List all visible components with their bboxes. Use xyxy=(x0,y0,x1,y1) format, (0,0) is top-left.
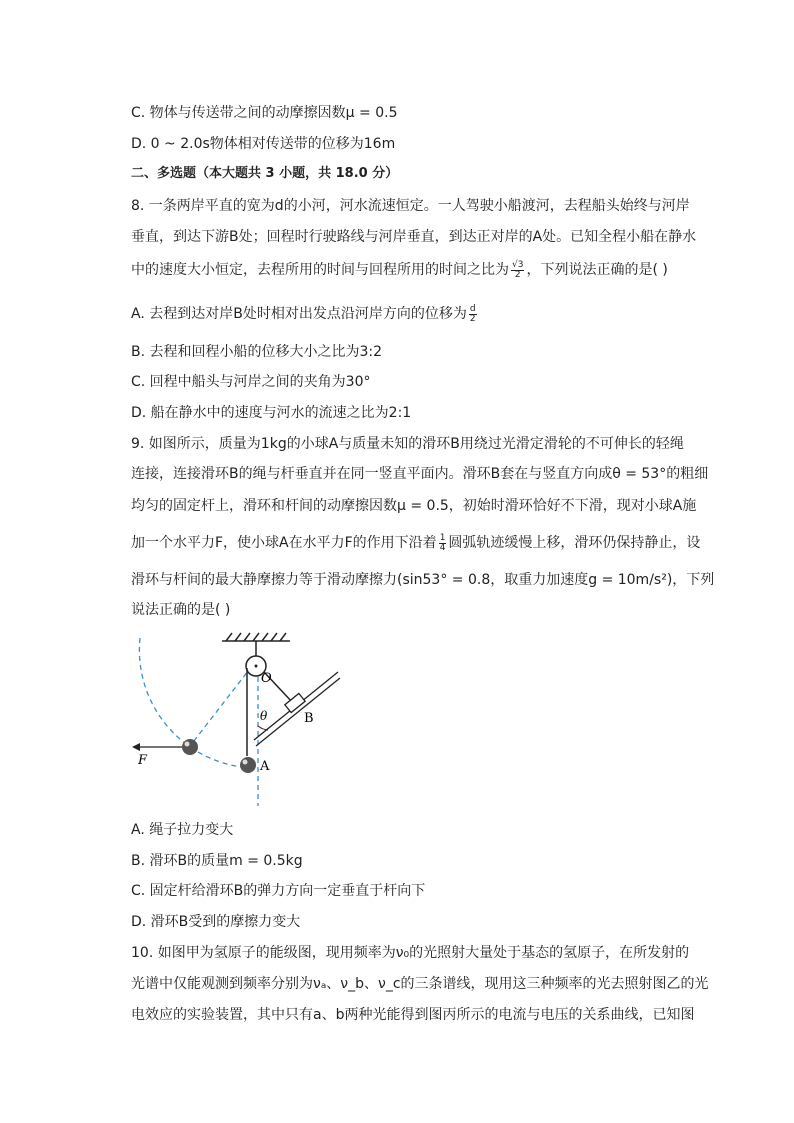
force-arrow-head xyxy=(132,743,140,751)
pulley-axle xyxy=(255,665,258,668)
q9-quarter-numerator: 1 xyxy=(439,532,446,543)
q8-option-d: D. 船在静水中的速度与河水的流速之比为2:1 xyxy=(131,405,412,421)
q8-stem-line3-end: ，下列说法正确的是( ) xyxy=(526,262,668,278)
ceiling-support xyxy=(222,633,290,656)
prev-option-d: D. 0 ~ 2.0s物体相对传送带的位移为16m xyxy=(131,136,396,152)
label-theta: θ xyxy=(260,709,268,723)
trajectory-arc xyxy=(139,638,258,768)
q8-option-a-text: A. 去程到达对岸B处时相对出发点沿河岸方向的位移为 xyxy=(131,306,467,322)
q10-stem-line2: 光谱中仅能观测到频率分别为νₐ、ν_b、ν_c的三条谱线，现用这三种频率的光去照射图乙的光 xyxy=(131,976,709,992)
label-o: O xyxy=(261,671,272,686)
rope-to-displaced-ball xyxy=(190,666,252,746)
q8-option-b: B. 去程和回程小船的位移大小之比为3:2 xyxy=(131,344,383,360)
q8-ratio-denominator: 2 xyxy=(514,269,521,280)
q8-ratio-numerator: √3 xyxy=(512,259,524,270)
prev-option-c: C. 物体与传送带之间的动摩擦因数μ = 0.5 xyxy=(131,105,398,121)
q9-option-c: C. 固定杆给滑环B的弹力方向一定垂直于杆向下 xyxy=(131,883,426,899)
q9-stem-line4-text: 加一个水平力F，使小球A在水平力F的作用下沿着 xyxy=(131,535,437,551)
q9-stem-line3: 均匀的固定杆上，滑环和杆间的动摩擦因数μ = 0.5，初始时滑环恰好不下滑，现对小球A施 xyxy=(131,498,697,514)
label-f: F xyxy=(138,753,148,768)
q9-figure xyxy=(130,628,390,808)
q8-stem-line3-text: 中的速度大小恒定，去程所用的时间与回程所用的时间之比为 xyxy=(131,262,509,278)
ball-displaced-highlight xyxy=(185,742,190,747)
q9-stem-line1: 9. 如图所示，质量为1kg的小球A与质量未知的滑环B用绕过光滑定滑轮的不可伸长的轻绳 xyxy=(131,436,684,452)
q8-option-a-denominator: 2 xyxy=(469,313,476,324)
q8-ratio-fraction xyxy=(511,261,524,280)
ball-a xyxy=(240,757,256,773)
q8-stem-line3 xyxy=(131,260,668,280)
q9-option-b: B. 滑环B的质量m = 0.5kg xyxy=(131,853,303,869)
q8-option-a-fraction xyxy=(469,305,477,324)
q8-stem-line2: 垂直，到达下游B处；回程时行驶路线与河岸垂直，到达正对岸的A处。已知全程小船在静水 xyxy=(131,229,697,245)
q9-stem-line5: 滑环与杆间的最大静摩擦力等于滑动摩擦力(sin53° = 0.8，取重力加速度g = 10m/s²)，下列 xyxy=(131,572,715,588)
q9-stem-line2: 连接，连接滑环B的绳与杆垂直并在同一竖直平面内。滑环B套在与竖直方向成θ = 53°的粗细 xyxy=(131,466,709,482)
q9-stem-line6: 说法正确的是( ) xyxy=(131,602,231,618)
ball-displaced xyxy=(182,739,198,755)
ball-a-highlight xyxy=(243,760,248,765)
q8-stem-line1: 8. 一条两岸平直的宽为d的小河，河水流速恒定。一人驾驶小船渡河，去程船头始终与河岸 xyxy=(131,198,690,214)
fixed-rod-bottom xyxy=(256,678,340,746)
q9-option-a: A. 绳子拉力变大 xyxy=(131,822,234,838)
q10-stem-line1: 10. 如图甲为氢原子的能级图，现用频率为ν₀的光照射大量处于基态的氢原子，在所发射的 xyxy=(131,945,690,961)
q9-quarter-denominator: 4 xyxy=(439,542,446,553)
label-a: A xyxy=(260,759,270,774)
label-b: B xyxy=(304,711,314,726)
q9-quarter-fraction xyxy=(439,534,447,553)
theta-arc xyxy=(258,726,268,730)
q8-option-a xyxy=(131,304,479,324)
q9-option-d: D. 滑环B受到的摩擦力变大 xyxy=(131,914,301,930)
q10-stem-line3: 电效应的实验装置，其中只有a、b两种光能得到图丙所示的电流与电压的关系曲线，已知图 xyxy=(131,1007,695,1023)
q8-option-a-numerator: d xyxy=(469,303,476,314)
q9-stem-line4-end: 圆弧轨迹缓慢上移，滑环仍保持静止，设 xyxy=(448,535,701,551)
q9-stem-line4 xyxy=(131,533,700,553)
q8-option-c: C. 回程中船头与河岸之间的夹角为30° xyxy=(131,374,371,390)
sliding-ring-b xyxy=(285,693,305,712)
section-title: 二、多选题（本大题共 3 小题，共 18.0 分） xyxy=(131,166,399,181)
